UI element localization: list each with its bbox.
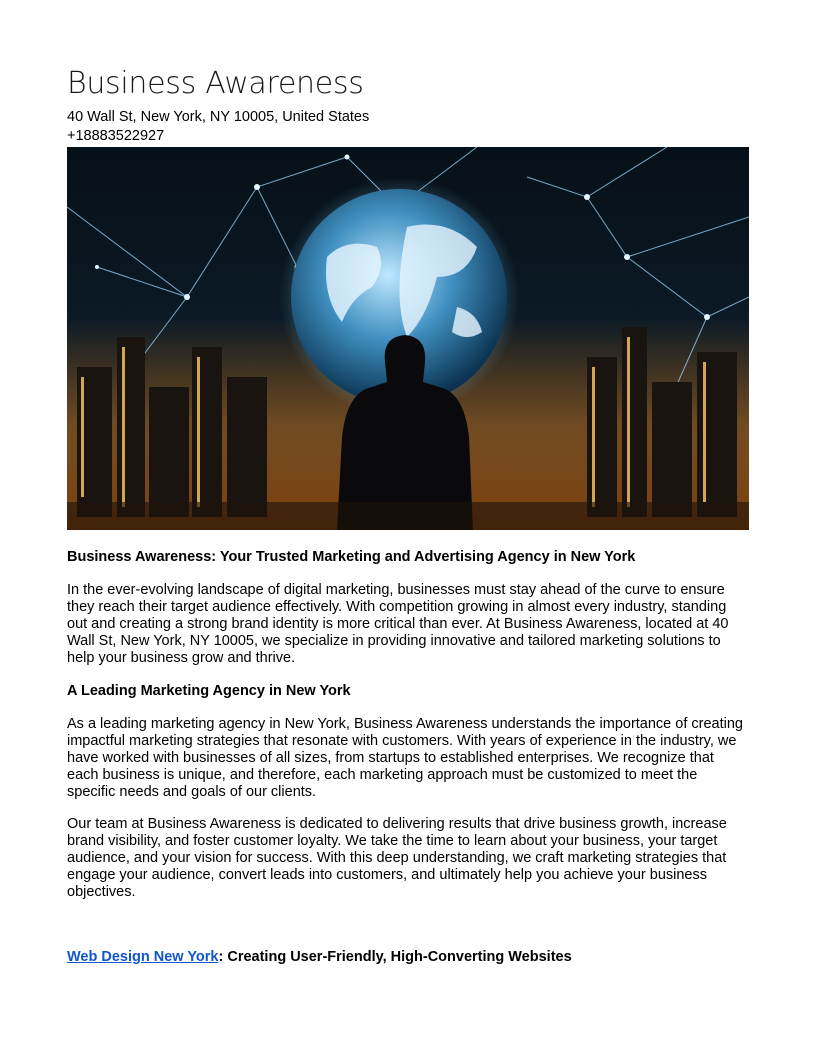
hero-illustration: [67, 147, 749, 530]
section2-heading: [67, 949, 572, 966]
page-title: Business Awareness: [67, 66, 364, 101]
phone-line: +18883522927: [67, 128, 165, 144]
section1-heading: A Leading Marketing Agency in New York: [67, 683, 351, 699]
section2-heading-rest: : Creating User-Friendly, High-Converting Websites: [218, 949, 572, 965]
address-line: 40 Wall St, New York, NY 10005, United States: [67, 109, 370, 125]
intro-paragraph: In the ever-evolving landscape of digital marketing, businesses must stay ahead of the curve to ensure they reach their target audience effectively. With competition growing in almost every industry, standing out and creating a strong brand identity is more critical than ever. At Business Awareness, located at 40 Wall St, New York, NY 10005, we specialize in providing innovative and tailored marketing solutions to help your business grow and thrive.: [67, 582, 729, 666]
hero-image: [67, 147, 749, 530]
section1-paragraph-1: As a leading marketing agency in New York, Business Awareness understands the importance of creating impactful marketing strategies that resonate with customers. With years of experience in the industry, we have worked with businesses of all sizes, from startups to established enterprises. We recognize that each business is unique, and therefore, each marketing approach must be customized to meet the specific needs and goals of our clients.: [67, 716, 743, 800]
web-design-link[interactable]: Web Design New York: [67, 949, 219, 965]
section1-paragraph-2: Our team at Business Awareness is dedicated to delivering results that drive business growth, increase brand visibility, and foster customer loyalty. We take the time to learn about your business, your target audience, and your vision for success. With this deep understanding, we craft marketing strategies that engage your audience, convert leads into customers, and ultimately help you achieve your business objectives.: [67, 816, 727, 900]
main-heading: Business Awareness: Your Trusted Marketing and Advertising Agency in New York: [67, 549, 636, 565]
